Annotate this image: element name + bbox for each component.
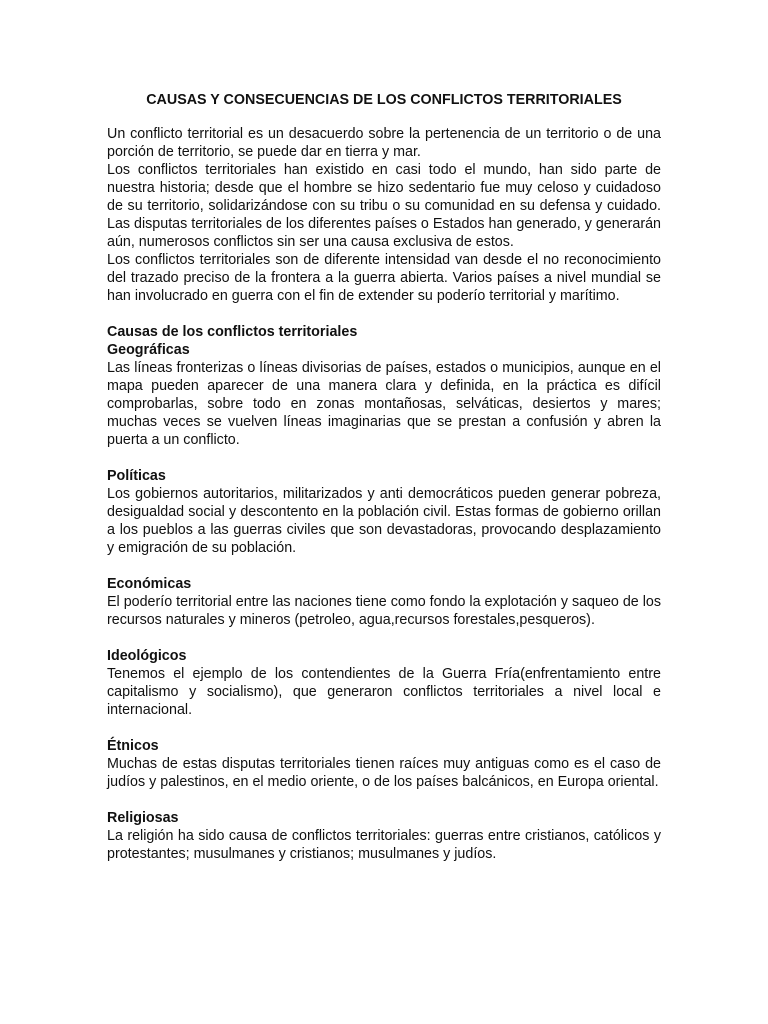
causes-heading: Causas de los conflictos territoriales [107, 324, 358, 340]
section-religiosas [107, 809, 661, 863]
section-heading-economicas: Económicas [107, 576, 192, 592]
section-heading-geograficas: Geográficas [107, 342, 190, 358]
section-text-economicas: El poderío territorial entre las naciones tiene como fondo la explotación y saqueo de los recursos naturales y mineros (petroleo, agua,recursos forestales,pesqueros). [107, 594, 661, 628]
intro-block [107, 125, 661, 305]
document-title: CAUSAS Y CONSECUENCIAS DE LOS CONFLICTOS TERRITORIALES [146, 92, 622, 108]
section-text-ideologicos: Tenemos el ejemplo de los contendientes de la Guerra Fría(enfrentamiento entre capitalismo y socialismo), que generaron conflictos territoriales a nivel local e internacional. [107, 666, 661, 718]
intro-paragraph-3: Los conflictos territoriales son de diferente intensidad van desde el no reconocimiento del trazado preciso de la frontera a la guerra abierta. Varios países a nivel mundial se han involucrado en guerra con el fin de extender su poderío territorial y marítimo. [107, 252, 661, 304]
section-etnicos [107, 737, 661, 791]
section-heading-etnicos: Étnicos [107, 738, 159, 754]
section-heading-politicas: Políticas [107, 468, 166, 484]
section-economicas [107, 575, 661, 629]
section-ideologicos [107, 647, 661, 719]
section-heading-ideologicos: Ideológicos [107, 648, 187, 664]
section-text-religiosas: La religión ha sido causa de conflictos territoriales: guerras entre cristianos, católicos y protestantes; musulmanes y cristianos; musulmanes y judíos. [107, 828, 661, 862]
intro-paragraph-1: Un conflicto territorial es un desacuerdo sobre la pertenencia de un territorio o de una porción de territorio, se puede dar en tierra y mar. [107, 126, 661, 160]
section-text-geograficas: Las líneas fronterizas o líneas divisorias de países, estados o municipios, aunque en el mapa pueden aparecer de una manera clara y definida, en la práctica es difícil comprobarlas, sobre todo en zonas montañosas, selváticas, desiertos y mares; muchas veces se vuelven líneas imaginarias que se prestan a confusión y abren la puerta a un conflicto. [107, 360, 661, 448]
causes-section [107, 323, 661, 449]
intro-paragraph-2: Los conflictos territoriales han existido en casi todo el mundo, han sido parte de nuestra historia; desde que el hombre se hizo sedentario fue muy celoso y cuidadoso de su territorio, solidarizándose con su tribu o su comunidad en su defensa y cuidado. Las disputas territoriales de los diferentes países o Estados han generado, y generarán aún, numerosos conflictos sin ser una causa exclusiva de estos. [107, 162, 661, 250]
section-heading-religiosas: Religiosas [107, 810, 179, 826]
section-politicas [107, 467, 661, 557]
document-page [107, 91, 661, 863]
section-text-politicas: Los gobiernos autoritarios, militarizados y anti democráticos pueden generar pobreza, desigualdad social y descontento en la población civil. Estas formas de gobierno orillan a los pueblos a las guerras civiles que son devastadoras, provocando desplazamiento y emigración de su población. [107, 486, 661, 556]
section-text-etnicos: Muchas de estas disputas territoriales tienen raíces muy antiguas como es el caso de judíos y palestinos, en el medio oriente, o de los países balcánicos, en Europa oriental. [107, 756, 661, 790]
